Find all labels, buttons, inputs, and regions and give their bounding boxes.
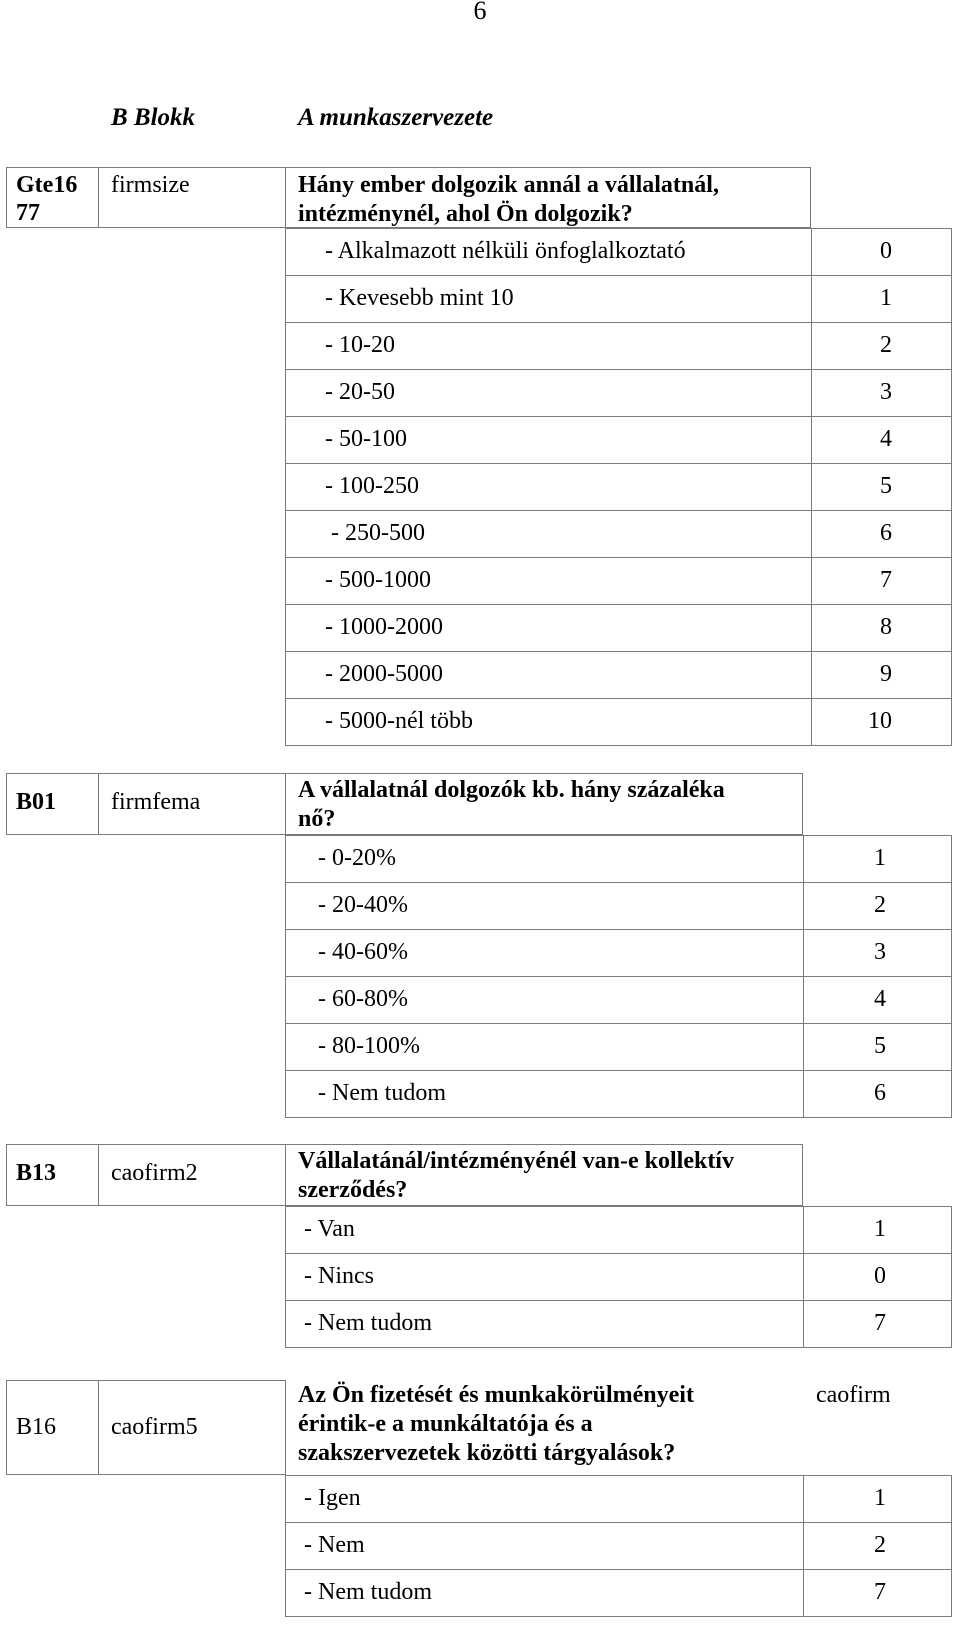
option-label: - 5000-nél több (325, 708, 473, 734)
option-label: - 40-60% (318, 939, 408, 965)
option-label: - Igen (304, 1485, 361, 1511)
variable-name: caofirm2 (111, 1160, 198, 1186)
option-value: 7 (874, 1310, 886, 1336)
option-value: 1 (874, 845, 886, 871)
option-value: 7 (874, 1579, 886, 1605)
option-label: - 500-1000 (325, 567, 431, 593)
option-label: - Van (304, 1216, 355, 1242)
question-text: Az Ön fizetését és munkakörülményeit érintik-e a munkáltatója és a szakszervezetek közötti tárgyalások? (298, 1382, 694, 1466)
option-label: - 100-250 (325, 473, 419, 499)
option-value: 3 (874, 939, 886, 965)
option-label: - 2000-5000 (325, 661, 443, 687)
option-label: - 50-100 (325, 426, 407, 452)
section-block-label: B Blokk (111, 104, 196, 131)
option-value: 3 (880, 379, 892, 405)
option-label: - Nincs (304, 1263, 374, 1289)
page-number: 6 (473, 0, 487, 25)
option-value: 6 (874, 1080, 886, 1106)
option-value: 5 (874, 1033, 886, 1059)
question-text: Vállalatánál/intézményénél van-e kollektív szerződés? (298, 1148, 734, 1203)
option-label: - Nem tudom (318, 1080, 446, 1106)
question-text: A vállalatnál dolgozók kb. hány százaléka nő? (298, 777, 725, 832)
option-label: - Kevesebb mint 10 (325, 285, 514, 311)
option-value: 0 (880, 238, 892, 264)
option-label: - Nem tudom (304, 1310, 432, 1336)
question-code: B16 (16, 1414, 57, 1440)
question-text: Hány ember dolgozik annál a vállalatnál, intézménynél, ahol Ön dolgozik? (298, 172, 719, 227)
option-label: - Nem tudom (304, 1579, 432, 1605)
option-label: - Nem (304, 1532, 365, 1558)
option-value: 1 (874, 1485, 886, 1511)
option-value: 2 (874, 1532, 886, 1558)
variable-name: firmsize (111, 172, 190, 198)
question-code: B13 (16, 1160, 57, 1186)
variable-note: caofirm (816, 1382, 891, 1408)
option-label: - 10-20 (325, 332, 395, 358)
option-label: - Alkalmazott nélküli önfoglalkoztató (325, 238, 686, 264)
option-label: - 0-20% (318, 845, 396, 871)
option-value: 2 (874, 892, 886, 918)
option-value: 0 (874, 1263, 886, 1289)
section-title: A munkaszervezete (298, 104, 494, 131)
option-value: 6 (880, 520, 892, 546)
question-code: Gte16 (16, 172, 78, 198)
option-label: - 60-80% (318, 986, 408, 1012)
option-value: 1 (874, 1216, 886, 1242)
option-label-cell (285, 1206, 804, 1254)
question-code-line2: 77 (16, 200, 40, 226)
option-label: - 20-50 (325, 379, 395, 405)
question-code: B01 (16, 789, 57, 815)
option-label: - 250-500 (325, 520, 425, 546)
option-value: 10 (868, 708, 892, 734)
option-value: 9 (880, 661, 892, 687)
option-label: - 80-100% (318, 1033, 420, 1059)
option-value: 7 (880, 567, 892, 593)
option-value: 4 (874, 986, 886, 1012)
option-value: 2 (880, 332, 892, 358)
option-value: 5 (880, 473, 892, 499)
variable-name: firmfema (111, 789, 201, 815)
option-label: - 20-40% (318, 892, 408, 918)
option-label: - 1000-2000 (325, 614, 443, 640)
option-value: 4 (880, 426, 892, 452)
option-label-cell (285, 1475, 804, 1523)
variable-name: caofirm5 (111, 1414, 198, 1440)
option-value: 1 (880, 285, 892, 311)
option-value: 8 (880, 614, 892, 640)
